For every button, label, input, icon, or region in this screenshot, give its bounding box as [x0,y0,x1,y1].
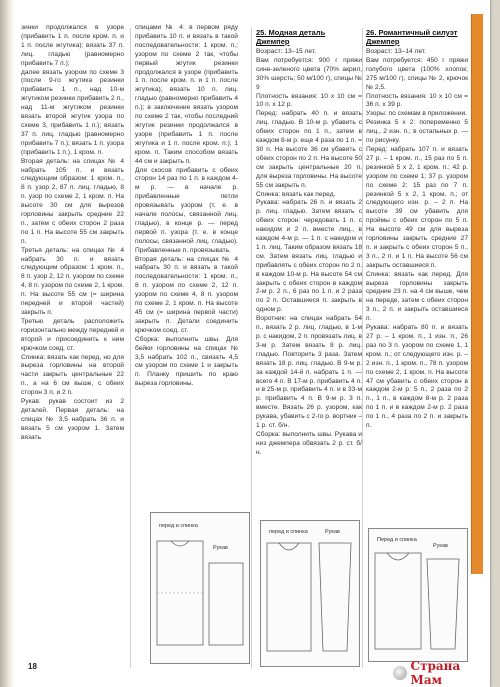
paragraph: Вам потребуется: 450 г пряжи голубого цвета (100% хлопок; 275 м/100 г), спицы № 2, крючок № 2,5. [366,56,468,91]
paragraph: Для скосов прибавить с обеих сторон 14 раз по 1 п. в каждом 4-м р. — в начале р. прибавленные петли провязывать узором (т. е. в начале полосы, связанной лиц. гладью), в конце р. — перед первой п. узора (т. е. в конце полосы, связанной лиц. гладью). Прибавленные п. провязывать. [135,166,238,254]
text-column-3 [256,48,362,508]
pattern-diagram-3 [368,528,468,662]
paragraph: Вторая деталь: на спицах № 4 набрать 30 п. и вязать в такой последовательности: 1 кром. п., 8 п. узором по схеме 2, 12 п. узором по схеме 4, 8 п. узором по схеме 2, 1 кром. п. На высоте 45 см (= ширина первой части) закрыть п. Детали соединить крючком соед. ст. [135,255,238,334]
text-column-2 [135,24,238,504]
paragraph: Рукава: набрать 26 п. и вязать 2 р. лиц. гладью. Затем вязать с обеих сторон: чередовать 1 п. с накидом и 2 п. вместе лиц., в каждом 4-м р. — 1 п. с накидом и 1 п. лиц. Таким образом вязать 18 см. Затем вязать лиц. гладью и прибавлять с обеих сторон по 2 п. в каждом 10-м р. На высоте 54 см закрыть с обеих сторон в каждом 2-м р. 2 п., 6 раз по 1 п. и 2 раза по 2 п. Оставшиеся п. закрыть в одном р. [256,199,362,314]
paragraph: Резинка 5 х 2: попеременно 5 лиц., 2 изн. п.; в остальных р. — по рисунку. [366,119,468,145]
column-divider [362,28,363,668]
pattern-diagram-1 [150,512,250,664]
paragraph: Третью деталь расположить горизонтально между передней и второй и присоединить к ним крючком соед. ст. [21,317,124,352]
diagram-label: Рукав [325,529,340,535]
paragraph: Сборка: выполнить швы. Рукава и низ джемпера обвязать 2 р. ст. б/н. [256,430,362,456]
paragraph: Плотность вязания: 10 х 10 см = 36 п. х 39 р. [366,92,468,109]
paragraph: Возраст: 13–14 лет. [366,48,426,55]
diagram-label: перед и спинка [269,529,308,535]
paragraph: спицами № 4: в первом ряду прибавить 10 п. и вязать в такой последовательности: 1 кром. п.; узором по схеме 2 так, чтобы первый жгутик резинки продолжался в узоре (прибавить 1 п. после кром. п. и 1 п. после жгутика); вязать 10 п. лиц. гладью (равномерно прибавить 4 п.); в заключение вязать узором по схеме 2 так, чтобы последний жгутик резинки продолжался в узоре (прибавить 1 п. после жгутика и 1 п. после кром. п.); 1 кром. п. Таким способом вязать 44 см и закрыть п. [135,24,238,165]
paragraph: Воротник: на спицах набрать 54 п., вязать 2 р. лиц. гладью, в 1-м р. с накидом, 2 п. провязать лиц. в 3-м р. Затем вязать 8 р. лиц. гладью. Повторить 3 раза. Затем вязать 18 р. лиц. гладью. В 9-м р. за каждой 14-й п. набрать 1 п. — всего 4 п. В 17-м р. прибавить 4 п. и в 25-м р. прибавить 4 п. и в 33-м р. прибавить 4 п. В 9-м р. 3 п. вместе. Вязать 26 р. узором, как рукава, убавить с 2-го р. вортник – 1 р. ст. б/н. [256,315,362,430]
paragraph: Спинка: вязать как перед. Для выреза горловины закрыть средние 23 п. на 4 см выше, чем на переде, затем с обеих сторон 3 п., 2 п. и закрыть оставшиеся п. [366,270,468,323]
column-divider [251,28,252,668]
site-watermark[interactable] [393,659,493,687]
diagram-label: Рукав [433,543,448,549]
paragraph: Спинка: вязать как перед. [256,190,336,198]
pattern-diagram-2 [260,520,360,667]
paragraph: Плотность вязания: 10 х 10 см = 10 п. х 12 р. [256,92,362,109]
pattern-title: 25. Модная деталь Джемпер [256,28,326,46]
paragraph: зинки продолжался в узоре (прибавить 1 п. после кром. п. и 1 п. после жгутика); вязать 37 п. лиц. гладью (равномерно прибавить 7 п.); [21,24,124,67]
diagram-label: перед и спинка [159,523,198,529]
diagram-label: Перед и спинка [377,537,417,543]
page-number: 18 [28,662,37,671]
text-column-4 [366,48,468,518]
paragraph: Рукава: набрать 80 п. и вязать 27 р. – 1 кром. п., 1 изн. п., 26 раз по 3 п. узором по схеме 1, 1 кром. п.; от следующего изн. р. – 2 изн. п., 1 кром. п., 78 п. узором по схеме 2, 1 кром. п. На высоте 47 см убавить с обеих сторон в каждом 2-м р. 5 п., 2 раза по 2 п., 1 п., в каждом 8-м р. 2 раза по 1 п. и в каждом 2-м р. 2 раза по 1 п., 4 раза по 2 п. и закрыть п. [366,324,468,430]
paragraph: Перед: набрать 107 п. и вязать 27 р. – 1 кром. п., 15 раз по 5 п. резинкой 5 х 2, 1 кром. п.; 42 р. узором по схеме 1; 37 р. узором по схеме 2; 15 раз по 7 п. резинкой 5 х 2, 1 кром. п.; от следующего изн. р. – 2 п. На высоте 39 см убавить для проймы с обеих сторон по 5 п. На высоте 49 см для выреза горловины закрыть средние 27 п. и закрыть с обеих сторон 5 п., 3 п., 2 п. и 1 п. На высоте 56 см закрыть оставшиеся п. [366,145,468,269]
column-divider [130,28,131,668]
paragraph: Рукав: рукав состоит из 2 деталей. Первая деталь: на спицах № 3,5 набрать 36 п. и вязать 5 см узором 1. Затем вязать [21,398,124,441]
watermark-text: Страна Мам [410,659,461,687]
paragraph: Возраст: 13–15 лет. [256,48,316,55]
paragraph: Перед: набрать 40 п. и вязать лиц. гладью. В 10-м р. убавить с обеих сторон по 1 п., затем в каждом 8-м р. еще 4 раза по 1 п. = 30 п. На высоте 36 см убавить с обеих сторон по 2 п. На высоте 50 см закрыть центральные 20 п. для выреза горловины. На высоте 55 см закрыть п. [256,110,362,189]
paragraph: Вторая деталь: на спицах № 4 набрать 105 п. и вязать следующим образом: 1 кром. п., 8 п. узор 2, 87 п. лиц. гладью, 8 п. узор по схеме 2, 1 кром. п. На высоте 30 см для вырезов горловины закрыть средние 22 п., затем с обеих сторон 2 раза по 1 п. На высоте 55 см закрыть п. [21,157,124,245]
paragraph: Узоры: по схемам в приложении. [366,110,468,118]
globe-icon [393,666,407,680]
paragraph: Третья деталь: на спицах № 4 набрать 30 п. и вязать следующим образом: 1 кром. п., 8 п. узор 2, 12 п. узором по схеме 4, 8 п. узором по схеме 2, 1 кром. п. На высоте 55 см (= ширина передней и второй частей) закрыть п. [21,246,124,316]
pattern-title: 26. Романтичный силуэт Джемпер [366,28,458,46]
paragraph: Вам потребуется: 900 г пряжи сине-зеленого цвета (70% акрил, 30% шерсть; 50 м/100 г), спицы № 9 [256,56,362,91]
diagram-label: Рукав [213,545,228,551]
orange-margin-strip [471,14,483,574]
paragraph: далее вязать узором по схеме 3 (после 9-го жгутика резинки прибавить 1 п., над 10-м жгутиком резинки прибавить 2 п., над 11-м жгутиком резинки вязать второй жгутик узора по схеме 3, прибавить 1 п.); вязать 37 п. лиц. гладью (равномерно прибавить 7 п.); вязать 1 п. узора (прибавить 1 п.), 1 кром. п. [21,68,124,156]
page-binding-edge [0,0,14,687]
paragraph: Спинка: вязать как перед, но для выреза горловины на второй части закрыть центральные 22 п., а на 6 см выше, с обеих сторон 3 п. и 2 п. [21,353,124,397]
text-column-1 [21,24,124,624]
paragraph: Сборка: выполнить швы. Для бейки горловины на спицах № 3,5 набрать 102 п., связать 4,5 см узором по схеме 1 и закрыть п. Планку пришить по краю выреза горловины. [135,335,238,388]
